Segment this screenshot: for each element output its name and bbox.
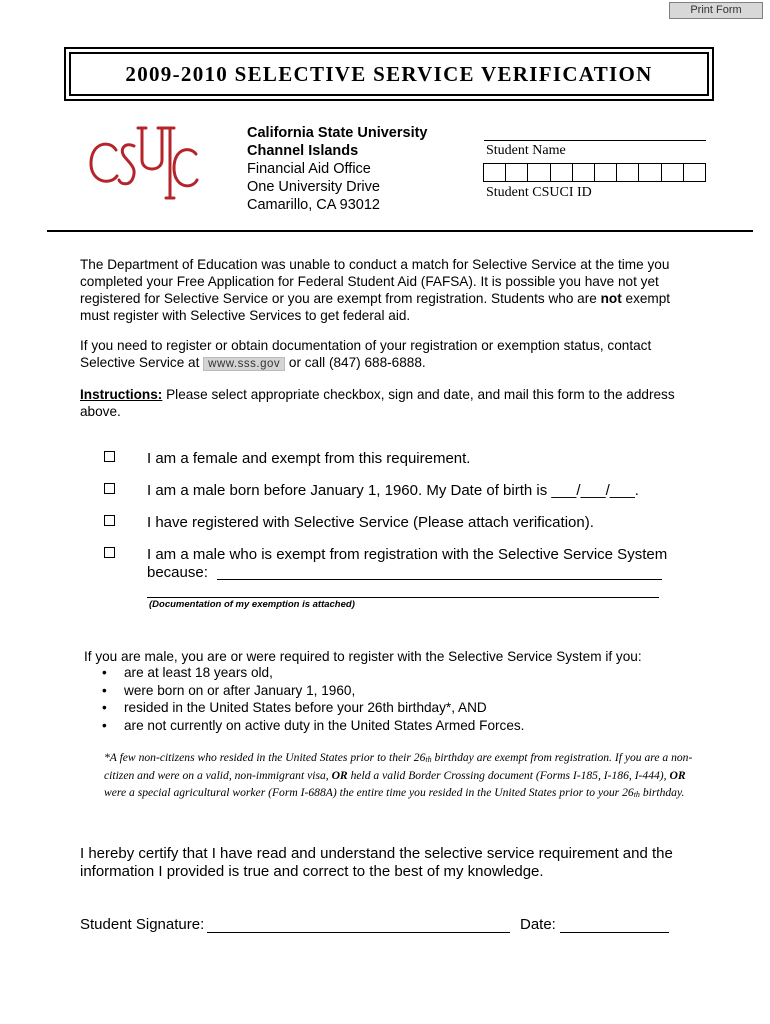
certification-statement: I hereby certify that I have read and understand the selective service requirement and the information I provided is true and correct to the best of my knowledge.: [80, 845, 673, 880]
address-line-4: One University Drive: [247, 179, 380, 195]
male-exempt-checkbox[interactable]: [104, 547, 115, 558]
male-requirement-intro: If you are male, you are or were required to register with the Selective Service System if you:: [84, 649, 642, 664]
signature-label: Student Signature:: [80, 916, 205, 933]
list-item: • are not currently on active duty in the United States Armed Forces.: [96, 717, 524, 735]
id-digit-box[interactable]: [528, 164, 550, 181]
id-digit-box[interactable]: [484, 164, 506, 181]
intro-paragraph: [80, 256, 700, 324]
non-citizen-footnote: [104, 750, 704, 802]
print-form-button[interactable]: Print Form: [669, 2, 763, 19]
signature-field[interactable]: [207, 932, 510, 933]
student-name-label: Student Name: [486, 143, 566, 158]
id-digit-box[interactable]: [551, 164, 573, 181]
id-digit-box[interactable]: [506, 164, 528, 181]
student-id-label: Student CSUCI ID: [486, 185, 592, 200]
footnote-ordinal-2: th: [633, 789, 640, 799]
born-before-1960-checkbox[interactable]: [104, 483, 115, 494]
contact-paragraph: [80, 337, 700, 373]
id-digit-box[interactable]: [684, 164, 705, 181]
male-requirement-list: [96, 664, 524, 734]
registered-checkbox[interactable]: [104, 515, 115, 526]
list-item: • were born on or after January 1, 1960,: [96, 682, 524, 700]
female-exempt-checkbox[interactable]: [104, 451, 115, 462]
id-digit-box[interactable]: [595, 164, 617, 181]
date-field[interactable]: [560, 932, 669, 933]
header-divider: [47, 230, 753, 232]
address-line-1: California State University: [247, 125, 428, 141]
registered-label: I have registered with Selective Service (Please attach verification).: [147, 514, 594, 531]
footnote-text-a: *A few non-citizens who resided in the United States prior to their 26: [104, 751, 426, 764]
csuci-logo: [86, 124, 202, 200]
contact-phone-text: or call (847) 688-6888.: [285, 355, 426, 370]
female-exempt-label: I am a female and exempt from this requirement.: [147, 450, 471, 467]
sss-website-link[interactable]: www.sss.gov: [203, 357, 285, 371]
intro-text: The Department of Education was unable to conduct a match for Selective Service at the time you completed your Free Application for Federal Student Aid (FAFSA). It is possible you have not yet registered for Selective Service or you are exempt from registration. Students who are: [80, 257, 670, 306]
footnote-text-c: held a valid Border Crossing document (Forms I-185, I-186, I-444),: [347, 768, 670, 782]
address-line-5: Camarillo, CA 93012: [247, 197, 380, 213]
id-digit-box[interactable]: [662, 164, 684, 181]
page-title: 2009-2010 SELECTIVE SERVICE VERIFICATION: [69, 52, 709, 96]
footnote-or-2: OR: [669, 768, 686, 782]
address-line-2: Channel Islands: [247, 143, 359, 159]
male-exempt-label: I am a male who is exempt from registration with the Selective Service System: [147, 546, 668, 563]
documentation-note: (Documentation of my exemption is attached): [149, 599, 355, 610]
instructions-text: Please select appropriate checkbox, sign and date, and mail this form to the address above.: [80, 387, 675, 419]
id-digit-box[interactable]: [617, 164, 639, 181]
list-item: • resided in the United States before your 26th birthday*, AND: [96, 699, 524, 717]
contact-text: If you need to register or obtain documentation of your registration or exemption status, contact Selective Service at: [80, 338, 652, 370]
student-name-field[interactable]: [484, 140, 706, 141]
footnote-text-b: birthday are exempt from registration. If you are a non-citizen and were on a valid, non-immigrant visa,: [104, 751, 693, 782]
id-digit-box[interactable]: [573, 164, 595, 181]
because-label: because:: [147, 564, 208, 581]
footnote-text-e: birthday.: [639, 785, 685, 799]
intro-text-end: exempt must register with Selective Services to get federal aid.: [80, 291, 671, 323]
address-line-3: Financial Aid Office: [247, 161, 371, 177]
date-label: Date:: [520, 916, 556, 933]
born-before-1960-label: I am a male born before January 1, 1960. My Date of birth is ___/___/___.: [147, 482, 639, 499]
exemption-reason-field-2[interactable]: [147, 597, 659, 598]
exemption-reason-field[interactable]: [217, 579, 662, 580]
footnote-text-d: were a special agricultural worker (Form I-688A) the entire time you resided in the United States prior to your 26: [104, 785, 634, 799]
university-address: [247, 124, 428, 214]
student-id-field[interactable]: [483, 163, 706, 182]
id-digit-box[interactable]: [639, 164, 661, 181]
list-item: • are at least 18 years old,: [96, 664, 524, 682]
footnote-or-1: OR: [331, 768, 348, 782]
instructions-label: Instructions:: [80, 387, 163, 402]
footnote-ordinal: th: [425, 755, 432, 764]
instructions-paragraph: [80, 386, 700, 420]
intro-emphasis: not: [600, 291, 622, 306]
